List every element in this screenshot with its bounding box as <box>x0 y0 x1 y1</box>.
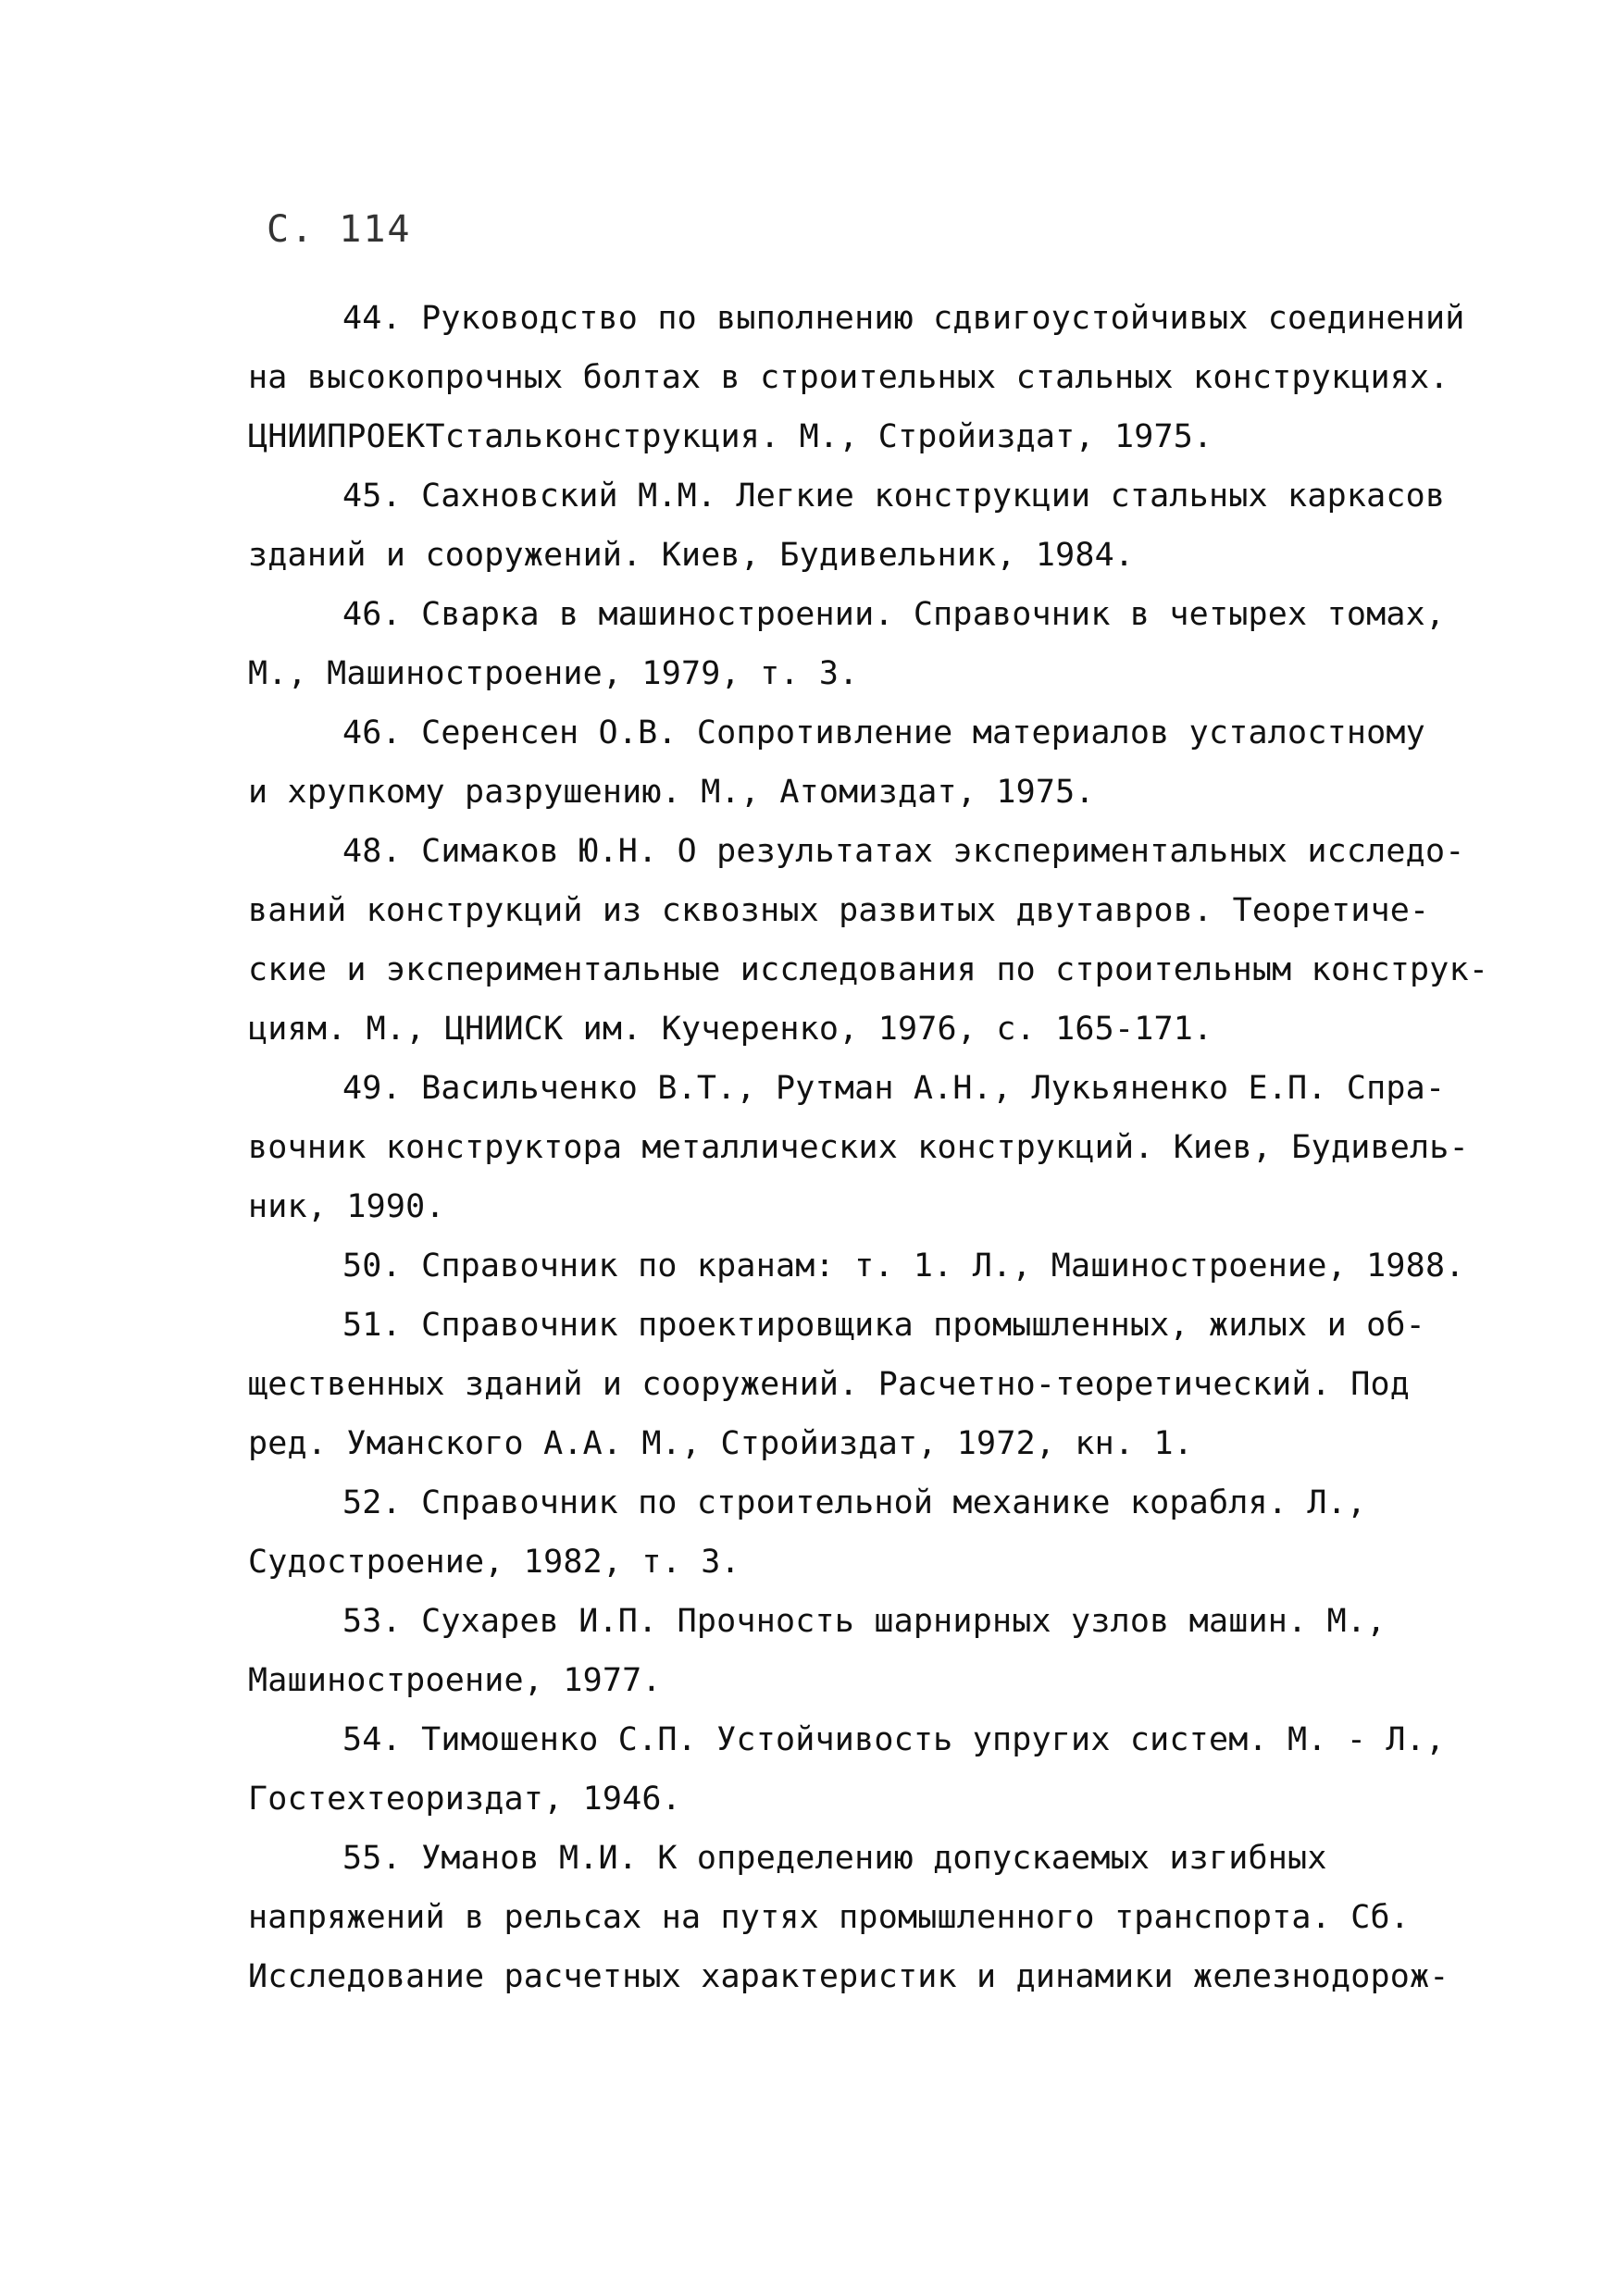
reference-line: ник, 1990. <box>248 1188 445 1225</box>
reference-item <box>248 466 1446 585</box>
reference-item <box>248 1296 1425 1473</box>
reference-line: ваний конструкций из сквозных развитых двутавров. Теоретиче- <box>248 892 1430 929</box>
reference-item <box>248 822 1489 1059</box>
reference-item <box>248 1710 1446 1829</box>
reference-line: М., Машиностроение, 1979, т. 3. <box>248 655 859 692</box>
reference-line: 50. Справочник по кранам: т. 1. Л., Машиностроение, 1988. <box>342 1247 1465 1285</box>
reference-line: ские и экспериментальные исследования по строительным конструк- <box>248 951 1489 988</box>
reference-line: 46. Серенсен О.В. Сопротивление материалов усталостному <box>342 714 1425 751</box>
reference-line: ред. Уманского А.А. М., Стройиздат, 1972, кн. 1. <box>248 1425 1194 1462</box>
reference-line: ЦНИИПРОЕКТстальконструкция. М., Стройиздат, 1975. <box>248 418 1213 455</box>
reference-item <box>248 1592 1387 1710</box>
reference-line: 53. Сухарев И.П. Прочность шарнирных узлов машин. М., <box>342 1603 1387 1640</box>
reference-list <box>248 289 1489 2006</box>
reference-item <box>248 1059 1469 1236</box>
reference-line: 49. Васильченко В.Т., Рутман А.Н., Лукьяненко Е.П. Спра- <box>342 1070 1446 1107</box>
reference-line: и хрупкому разрушению. М., Атомиздат, 1975. <box>248 774 1095 811</box>
reference-item <box>248 703 1425 822</box>
reference-line: на высокопрочных болтах в строительных стальных конструкциях. <box>248 359 1449 396</box>
reference-line: 51. Справочник проектировщика промышленных, жилых и об- <box>342 1307 1425 1344</box>
reference-item <box>248 1473 1387 1592</box>
reference-line: напряжений в рельсах на путях промышленного транспорта. Сб. <box>248 1899 1411 1936</box>
reference-line: Исследование расчетных характеристик и динамики железнодорож- <box>248 1958 1449 1995</box>
reference-line: Гостехтеориздат, 1946. <box>248 1781 681 1818</box>
page-number: С. 114 <box>267 208 412 251</box>
reference-item <box>248 585 1446 703</box>
reference-line: 45. Сахновский М.М. Легкие конструкции стальных каркасов <box>342 478 1446 515</box>
reference-line: щественных зданий и сооружений. Расчетно-теоретический. Под <box>248 1366 1411 1403</box>
reference-line: циям. М., ЦНИИСК им. Кучеренко, 1976, с. 165-171. <box>248 1011 1213 1048</box>
reference-item <box>248 1236 1465 1296</box>
reference-line: 55. Уманов М.И. К определению допускаемых изгибных <box>342 1840 1327 1877</box>
reference-item <box>248 289 1465 466</box>
reference-line: 52. Справочник по строительной механике корабля. Л., <box>342 1484 1367 1521</box>
reference-line: 48. Симаков Ю.Н. О результатах экспериментальных исследо- <box>342 833 1465 870</box>
reference-line: зданий и сооружений. Киев, Будивельник, 1984. <box>248 537 1135 574</box>
reference-line: Судостроение, 1982, т. 3. <box>248 1544 740 1581</box>
reference-line: Машиностроение, 1977. <box>248 1662 662 1699</box>
reference-line: 44. Руководство по выполнению сдвигоустойчивых соединений <box>342 300 1465 337</box>
reference-line: 46. Сварка в машиностроении. Справочник в четырех томах, <box>342 596 1446 633</box>
reference-line: 54. Тимошенко С.П. Устойчивость упругих систем. М. - Л., <box>342 1721 1446 1758</box>
reference-line: вочник конструктора металлических конструкций. Киев, Будивель- <box>248 1129 1469 1166</box>
reference-item <box>248 1829 1449 2006</box>
